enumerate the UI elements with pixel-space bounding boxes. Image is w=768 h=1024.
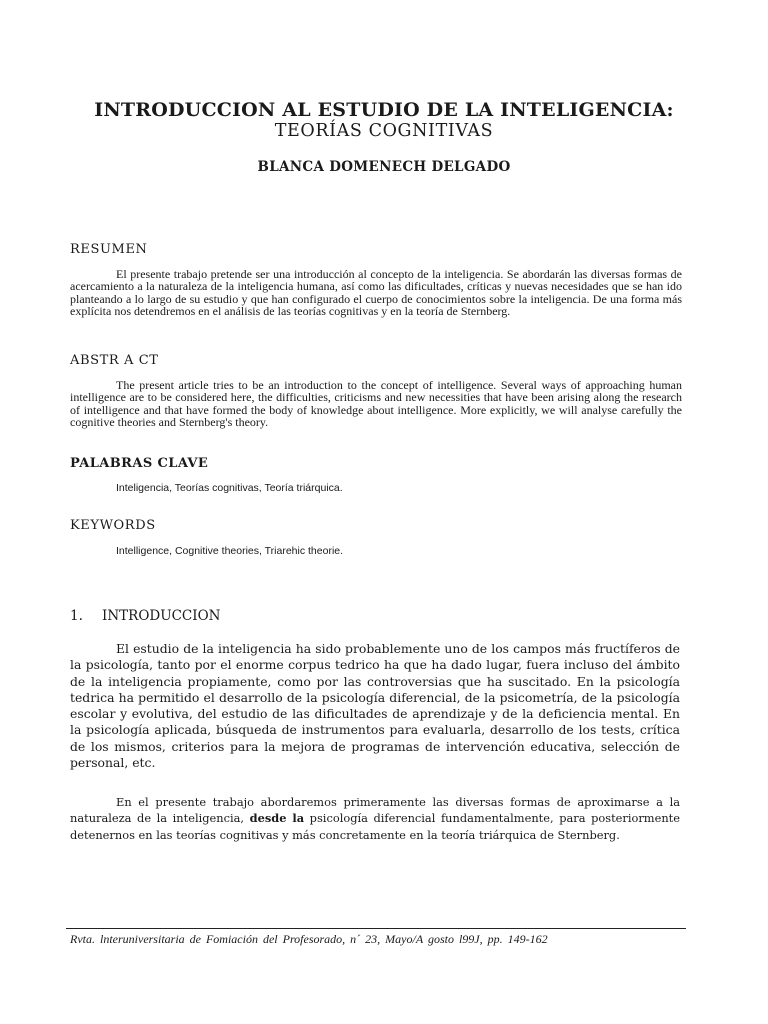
footer-citation: Rvta. lnteruniversitaria de Fomiación del Profesorado, n´ 23, Mayo/A gosto l99J, pp. 149-162	[70, 932, 548, 946]
section-number: 1.	[70, 608, 83, 624]
body-paragraph-1: El estudio de la inteligencia ha sido probablemente uno de los campos más fructíferos de la psicología, tanto por el enorme corpus tedrico ha que ha dado lugar, fuera incluso del ámbito de la inteligencia propiamente, como por las controversias que ha suscitado. En la psicología tedrica ha permitido el desarrollo de la psicología diferencial, de la psicometría, de la psicología escolar y evolutiva, del estudio de las dificultades de aprendizaje y de la deficiencia mental. En la psicología aplicada, búsqueda de instrumentos para evaluarla, desarrollo de los tests, crítica de los mismos, criterios para la mejora de programas de intervención educativa, selección de personal, etc.	[70, 641, 680, 771]
paragraph-2-bold-text: desde la	[249, 811, 305, 826]
keywords-text: Intelligence, Cognitive theories, Triarehic theorie.	[116, 545, 344, 557]
palabras-clave-heading: PALABRAS CLAVE	[70, 456, 209, 471]
footer-rule	[66, 928, 686, 929]
paragraph-2-text-start: En el presente trabajo abordaremos primeramente las diversas formas de aproximarse a la naturaleza de la inteligencia,	[70, 795, 680, 826]
abstract-text: The present article tries to be an introduction to the concept of intelligence. Several ways of approaching human intelligence are to be considered here, the difficulties, criticisms and new necessities that have been arising along the research of intelligence and that have formed the body of knowledge about intelligence. More explicitly, we will analyse carefully the cognitive theories and Sternberg's theory.	[70, 378, 682, 430]
resumen-text: El presente trabajo pretende ser una introducción al concepto de la inteligencia. Se abordarán las diversas formas de acercamiento a la naturaleza de la inteligencia humana, así como las dificultades, críticas y nuevas necesidades que se han ido planteando a lo largo de su estudio y que han configurado el cuerpo de conocimientos sobre la inteligencia. De una forma más explícita nos detendremos en el análisis de las teorías cognitivas y en la teoría de Sternberg.	[70, 267, 682, 319]
keywords-heading: KEYWORDS	[70, 518, 156, 533]
author-name: BLANCA DOMENECH DELGADO	[257, 159, 511, 175]
body-paragraph-2	[70, 794, 680, 843]
paragraph-2-text-end: psicología diferencial fundamentalmente, para posteriormente detenernos en las teorías cognitivas y más concretamente en la teoría triárquica de Sternberg.	[70, 811, 680, 842]
article-title: INTRODUCCION AL ESTUDIO DE LA INTELIGENCIA:	[94, 99, 674, 121]
section-heading	[70, 608, 220, 624]
resumen-heading: RESUMEN	[70, 242, 148, 257]
article-subtitle: TEORÍAS COGNITIVAS	[274, 121, 494, 141]
abstract-heading: ABSTR A CT	[70, 353, 159, 368]
palabras-clave-text: Inteligencia, Teorías cognitivas, Teoría triárquica.	[116, 482, 343, 494]
section-title: INTRODUCCION	[102, 608, 221, 624]
